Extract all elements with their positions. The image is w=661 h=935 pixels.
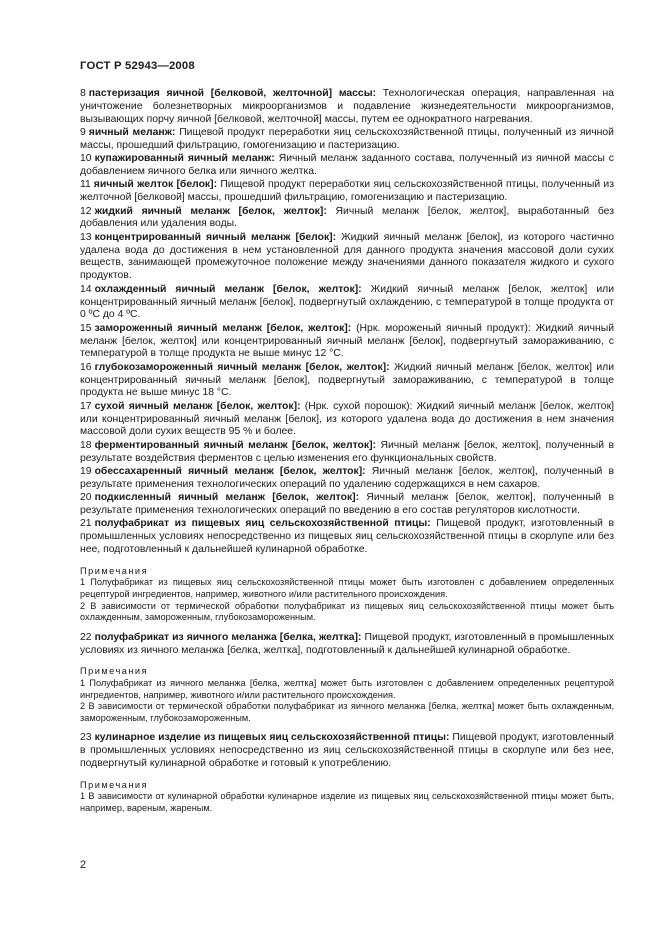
definition-text: (Нрк. сухой порошок): Жидкий яичный меланж [белок, желток] или концентрированный яичный меланж [белок], из которого удалена вода до достижения в нем значения массовой доли сухих веществ 95 % и более.	[80, 400, 614, 438]
note-item: 2 В зависимости от термической обработки полуфабрикат из яичного меланжа [белка, желтка] может быть охлажденным, замороженным, глубокозамороженным.	[80, 701, 614, 723]
definition-text: Яичный меланж [белок, желток], полученный в результате применения технологических операций по введению в его состав регуляторов кислотности.	[80, 492, 614, 516]
definition-text: Пищевой продукт переработки яиц сельскохозяйственной птицы, полученный из яичной массы, прошедший фильтрацию, гомогенизацию и пастеризацию.	[80, 127, 614, 151]
definition-text: Жидкий яичный меланж [белок], из которого частично удалена вода до достижения в нем установленной для данного продукта значения массовой доли сухих веществ, занимающей промежуточное положение между значениями данного показателя жидкого и сухого продуктов.	[80, 231, 614, 282]
definition-term: яичный меланж :	[89, 127, 176, 138]
definition-item	[80, 323, 614, 362]
definition-text: Пищевой продукт, изготовленный в промышленных условиях из яичного меланжа [белка, желтка], подготовленный к дальнейшей кулинарной обработке.	[80, 631, 614, 656]
definition-text: Пищевой продукт, изготовленный в промышленных условиях непосредственно из яиц сельскохозяйственной птицы в скорлупе или без нее, подвергнутый кулинарной обработке и готовый к употреблению.	[80, 732, 614, 769]
definition-number: 8	[80, 88, 86, 99]
definition-term: концентрированный яичный меланж [белок] :	[95, 232, 337, 243]
definition-item	[80, 440, 614, 466]
definition-term: глубокозамороженный яичный меланж [белок, желток] :	[95, 362, 390, 373]
note-item: 2 В зависимости от термической обработки полуфабрикат из пищевых яиц сельскохозяйственной птицы может быть охлажденным, замороженным, глубокозамороженным.	[80, 600, 614, 623]
definition-term: полуфабрикат из пищевых яиц сельскохозяйственной птицы :	[95, 518, 431, 529]
definition-term: пастеризация яичной [белковой, желточной] массы :	[89, 88, 376, 99]
definition-term: сухой яичный меланж [белок, желток] :	[95, 401, 301, 412]
definition-text: Жидкий яичный меланж [белок, желток] или концентрированный яичный меланж [белок], подвергнутый охлаждению, с температурой в толще продукта от 0 ºС до 4 ºС.	[80, 283, 614, 321]
definition-text: Яичный меланж [белок, желток], полученный в результате воздействия ферментов с целью изменения его функциональных свойств.	[80, 439, 614, 464]
definition-number: 23	[80, 732, 92, 744]
definition-item	[80, 466, 614, 492]
definition-number: 13	[80, 231, 92, 243]
definition-term: подкисленный яичный меланж [белок, желток] :	[95, 492, 360, 503]
definition-number: 19	[80, 465, 92, 477]
definition-text: Яичный меланж заданного состава, полученный из яичной массы с добавлением яичного белка или яичного желтка.	[80, 153, 614, 178]
notes-block-1	[80, 566, 614, 624]
definition-number: 11	[80, 179, 91, 191]
definition-text: Яичный меланж [белок, желток], выработанный без добавления или удаления воды.	[80, 205, 614, 230]
note-item: 1 Полуфабрикат из яичного меланжа [белка, желтка] может быть изготовлен с добавлением определенных рецептурой ингредиентов, например, животного и/или растительного происхождения.	[80, 677, 614, 700]
definition-item	[80, 492, 614, 518]
definition-number: 10	[80, 153, 92, 165]
note-item: 1 Полуфабрикат из пищевых яиц сельскохозяйственной птицы может быть изготовлен с добавлением определенных рецептурой ингредиентов, например, животного и/или растительного происхождения.	[80, 577, 614, 599]
definition-item	[80, 206, 614, 232]
notes-heading: Примечания	[80, 666, 149, 677]
definition-number: 14	[80, 283, 92, 295]
definition-item	[80, 284, 614, 323]
definition-item	[80, 518, 614, 557]
definition-term: замороженный яичный меланж [белок, желток] :	[95, 323, 352, 334]
definition-text: Яичный меланж [белок, желток], полученный в результате применения технологических операций по удалению содержащихся в нем сахаров.	[80, 465, 615, 490]
definition-number: 20	[80, 492, 92, 504]
definition-number: 22	[80, 631, 92, 643]
definition-number: 16	[80, 361, 92, 373]
definitions-body	[80, 88, 614, 815]
definition-term: ферментированный яичный меланж [белок, желток] :	[95, 440, 376, 451]
definition-term: обессахаренный яичный меланж [белок, желток] :	[95, 466, 366, 477]
notes-heading: Примечания	[80, 779, 149, 790]
definitions-list	[80, 88, 614, 557]
definition-term: полуфабрикат из яичного меланжа [белка, желтка] :	[95, 632, 362, 643]
definition-number: 15	[80, 322, 92, 334]
definition-text: Пищевой продукт переработки яиц сельскохозяйственной птицы, полученный из желточной [белковой] массы, прошедший фильтрацию, гомогенизацию и пастеризацию.	[80, 179, 614, 204]
definition-item	[80, 127, 614, 153]
page-number: 2	[80, 859, 87, 871]
definition-term: яичный желток [белок] :	[94, 179, 217, 190]
definition-number: 17	[80, 400, 92, 412]
definition-term: жидкий яичный меланж [белок, желток] :	[95, 206, 327, 217]
definition-text: Технологическая операция, направленная на уничтожение болезнетворных микроорганизмов и подавление жизнедеятельности микроорганизмов, вызывающих порчу яичной [белковой, желточной] массы, путем ее однократного нагревания.	[80, 88, 614, 125]
definition-item	[80, 153, 614, 179]
definition-number: 9	[80, 127, 86, 139]
definition-text: (Нрк. мороженый яичный продукт): Жидкий яичный меланж [белок, желток] или концентрированный яичный меланж [белок], подвергнутый замораживанию, с температурой в толще продукта не выше минус 12 °С.	[80, 322, 614, 360]
definition-item	[80, 179, 614, 205]
definition-text: Пищевой продукт, изготовленный в промышленных условиях непосредственно из пищевых яиц сельскохозяйственной птицы в скорлупе или без нее, подготовленный к дальнейшей кулинарной обработке.	[80, 518, 614, 556]
definition-term: купажированный яичный меланж :	[95, 153, 275, 164]
definition-text: Жидкий яичный меланж [белок, желток] или концентрированный яичный меланж [белок], подвергнутый замораживанию, с температурой в толще продукта не выше минус 18 °С.	[80, 361, 615, 399]
definition-item	[80, 88, 614, 127]
definition-item	[80, 732, 614, 771]
definition-item	[80, 362, 614, 401]
standard-header: ГОСТ Р 52943—2008	[80, 60, 195, 72]
definition-item	[80, 232, 614, 283]
note-item: 1 В зависимости от кулинарной обработки кулинарное изделие из пищевых яиц сельскохозяйственной птицы может быть, например, вареным, жареным.	[80, 791, 614, 813]
notes-heading: Примечания	[80, 565, 149, 576]
definition-number: 21	[80, 518, 92, 530]
definition-term: охлажденный яичный меланж [белок, желток] :	[95, 284, 362, 295]
definition-item	[80, 401, 614, 440]
notes-block-2	[80, 666, 614, 724]
definition-term: кулинарное изделие из пищевых яиц сельскохозяйственной птицы :	[95, 732, 450, 743]
notes-block-3	[80, 780, 614, 815]
definition-number: 18	[80, 439, 92, 451]
definition-item	[80, 632, 614, 658]
definition-number: 12	[80, 205, 92, 217]
